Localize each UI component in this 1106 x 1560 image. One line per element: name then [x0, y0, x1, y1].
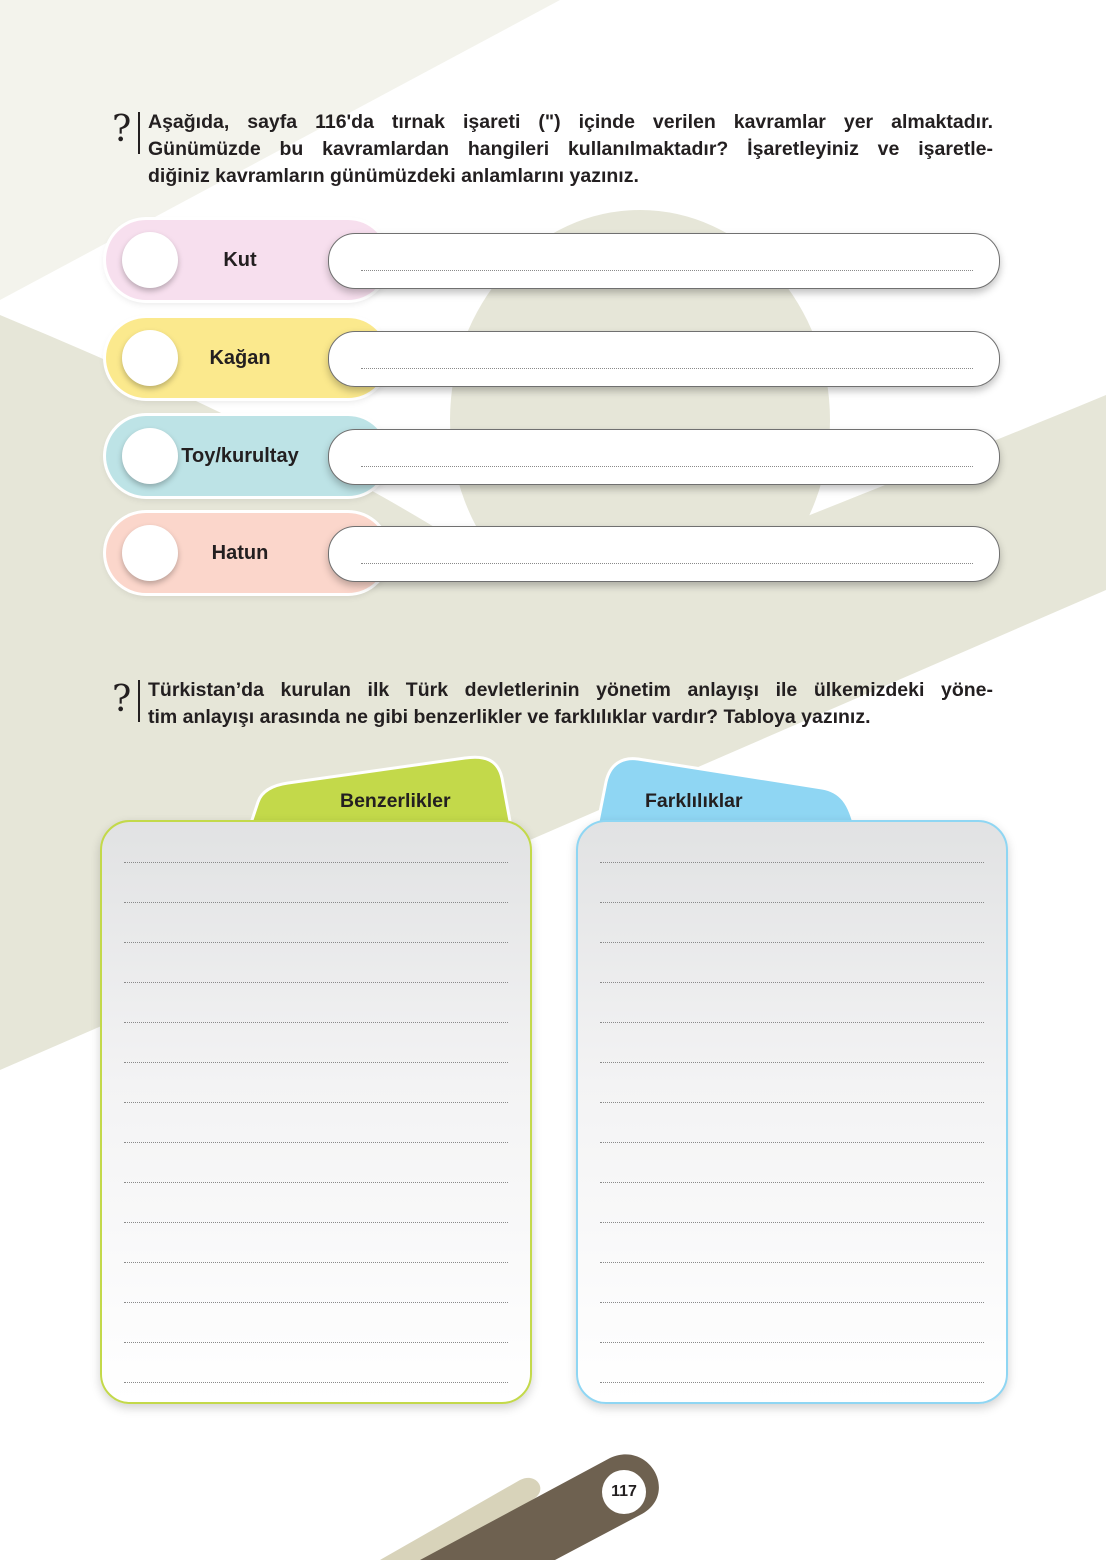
answer-field[interactable]: [328, 526, 1000, 582]
writing-line: [124, 1142, 508, 1143]
question-1-text: [148, 109, 993, 190]
writing-line: [600, 1382, 984, 1383]
concept-row-kagan: [106, 318, 1006, 398]
writing-line: [600, 862, 984, 863]
writing-line: [600, 1222, 984, 1223]
writing-line: [600, 902, 984, 903]
answer-field[interactable]: [328, 331, 1000, 387]
writing-line: [600, 1062, 984, 1063]
question-1-line-3: diğiniz kavramların günümüzdeki anlamlarını yazınız.: [148, 165, 639, 187]
question-2-line-2: tim anlayışı arasında ne gibi benzerlikler ve farklılıklar vardır? Tabloya yazınız.: [148, 706, 871, 728]
writing-line: [124, 1342, 508, 1343]
writing-line: [124, 1262, 508, 1263]
answer-field[interactable]: [328, 233, 1000, 289]
writing-line: [124, 1022, 508, 1023]
benzerlikler-panel[interactable]: [100, 820, 532, 1404]
concept-label: Kut: [223, 249, 257, 271]
checkbox-circle[interactable]: [122, 428, 178, 484]
question-2-line-1: Türkistan’da kurulan ilk Türk devletlerinin yönetim anlayışı ile ülkemizdeki yöne-: [148, 679, 993, 701]
writing-line: [600, 942, 984, 943]
writing-line: [124, 1102, 508, 1103]
concept-row-kut: [106, 220, 1006, 300]
writing-line: [124, 982, 508, 983]
concept-label: Toy/kurultay: [181, 445, 299, 467]
question-mark-icon: ?: [112, 679, 132, 720]
writing-line: [124, 902, 508, 903]
page-number: 117: [602, 1470, 646, 1514]
checkbox-circle[interactable]: [122, 330, 178, 386]
writing-line: [600, 1102, 984, 1103]
writing-line: [600, 1302, 984, 1303]
farkliliklar-title: Farklılıklar: [645, 790, 743, 812]
writing-line: [124, 1182, 508, 1183]
farkliliklar-panel[interactable]: [576, 820, 1008, 1404]
question-divider: [138, 680, 140, 722]
writing-line: [124, 1382, 508, 1383]
answer-field[interactable]: [328, 429, 1000, 485]
question-1-line-2: Günümüzde bu kavramlardan hangileri kullanılmaktadır? İşaretleyiniz ve işaretle-: [148, 138, 993, 160]
question-mark-icon: ?: [112, 109, 132, 150]
question-2-text: [148, 677, 993, 731]
dotted-answer-line: [361, 563, 973, 564]
question-1-line-1: Aşağıda, sayfa 116'da tırnak işareti (") içinde verilen kavramlar yer almaktadır.: [148, 111, 993, 133]
writing-line: [124, 1302, 508, 1303]
concept-row-toy-kurultay: [106, 416, 1006, 496]
writing-line: [600, 1142, 984, 1143]
dotted-answer-line: [361, 466, 973, 467]
writing-line: [124, 1222, 508, 1223]
dotted-answer-line: [361, 270, 973, 271]
benzerlikler-title: Benzerlikler: [340, 790, 451, 812]
checkbox-circle[interactable]: [122, 232, 178, 288]
writing-line: [600, 1182, 984, 1183]
writing-line: [124, 1062, 508, 1063]
concept-label: Kağan: [209, 347, 271, 369]
writing-line: [600, 1262, 984, 1263]
writing-line: [124, 862, 508, 863]
concept-row-hatun: [106, 513, 1006, 593]
writing-line: [600, 1022, 984, 1023]
dotted-answer-line: [361, 368, 973, 369]
concept-label: Hatun: [211, 542, 269, 564]
writing-line: [600, 982, 984, 983]
checkbox-circle[interactable]: [122, 525, 178, 581]
writing-line: [600, 1342, 984, 1343]
writing-line: [124, 942, 508, 943]
question-divider: [138, 112, 140, 154]
